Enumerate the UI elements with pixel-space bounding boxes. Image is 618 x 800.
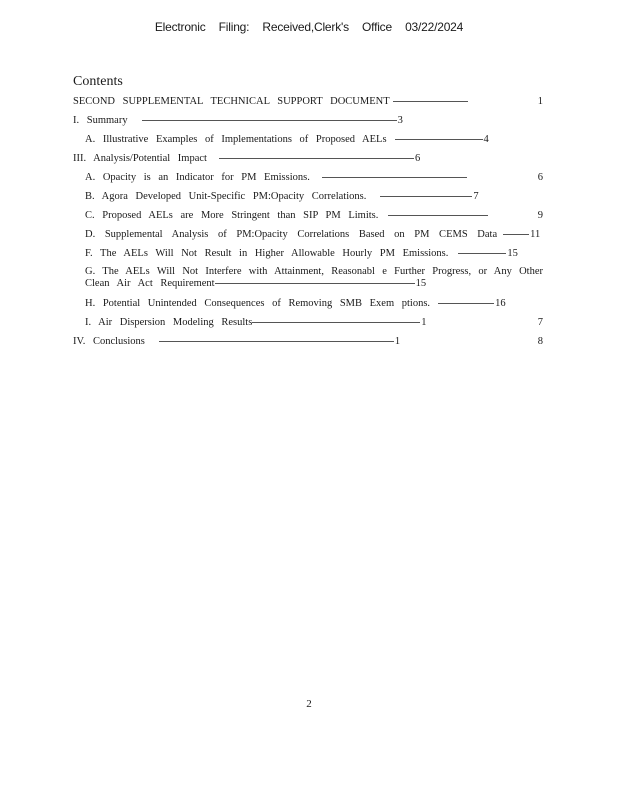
toc-entry-page: 11 [530, 229, 541, 240]
toc-leader [388, 215, 488, 216]
toc-entry-page: 7 [473, 191, 479, 202]
toc-entry-text: G. The AELs Will Not Interfere with Attainment, Reasonabl e Further Progress, or Any Other [85, 266, 543, 277]
toc-leader [395, 139, 483, 140]
toc-entry[interactable] [73, 168, 543, 187]
toc-entry[interactable] [73, 294, 543, 313]
table-of-contents [73, 74, 543, 351]
toc-entry-page: 15 [415, 278, 427, 289]
toc-entry-text: D. Supplemental Analysis of PM:Opacity Correlations Based on PM CEMS Data [85, 229, 498, 240]
toc-leader [215, 283, 415, 284]
toc-entry[interactable] [73, 130, 543, 149]
toc-entry-page: 1 [537, 96, 543, 107]
toc-entry[interactable] [73, 225, 543, 244]
toc-entry-text: I. Summary [73, 115, 128, 126]
toc-entry-page-extra: 8 [537, 336, 543, 347]
toc-leader [252, 322, 420, 323]
toc-entry-page: 16 [495, 298, 506, 309]
toc-leader [159, 341, 394, 342]
toc-entry[interactable] [73, 111, 543, 130]
toc-entry-page: 9 [537, 210, 543, 221]
toc-leader [458, 253, 506, 254]
toc-entry[interactable] [73, 332, 543, 351]
page-number: 2 [306, 698, 312, 710]
toc-entry-page: 1 [394, 336, 401, 347]
toc-entry[interactable] [73, 149, 543, 168]
toc-leader [219, 158, 414, 159]
toc-leader [142, 120, 397, 121]
toc-leader [322, 177, 467, 178]
toc-entry-text: C. Proposed AELs are More Stringent than SIP PM Limits. [85, 210, 379, 221]
toc-entry-page: 15 [507, 248, 518, 259]
toc-entry-page: 4 [483, 134, 489, 145]
toc-entry-text: III. Analysis/Potential Impact [73, 153, 207, 164]
toc-entry-text: SECOND SUPPLEMENTAL TECHNICAL SUPPORT DOCUMENT [73, 96, 390, 107]
toc-leader [503, 234, 529, 235]
toc-entry[interactable] [73, 263, 543, 294]
toc-entry[interactable] [73, 187, 543, 206]
toc-entry[interactable] [73, 244, 543, 263]
toc-entry-text: IV. Conclusions [73, 336, 145, 347]
toc-title: Contents [73, 74, 123, 89]
toc-leader [380, 196, 472, 197]
toc-entry-text: H. Potential Unintended Consequences of Removing SMB Exem ptions. [85, 298, 431, 309]
toc-entry[interactable] [73, 206, 543, 225]
toc-entry-page: 6 [537, 172, 543, 183]
toc-entry[interactable] [73, 92, 543, 111]
toc-entry-text: B. Agora Developed Unit-Specific PM:Opacity Correlations. [85, 191, 367, 202]
toc-entry-page: 3 [397, 115, 403, 126]
toc-leader [438, 303, 494, 304]
toc-entry-page: 6 [414, 153, 421, 164]
toc-entry-page: 1 [421, 317, 427, 328]
toc-entry[interactable] [73, 313, 543, 332]
toc-leader [393, 101, 468, 102]
toc-entry-text-continued: Clean Air Act Requirement [85, 278, 215, 289]
electronic-filing-stamp: Electronic Filing: Received,Clerk's Office 03/22/2024 [154, 20, 464, 34]
toc-entry-text: I. Air Dispersion Modeling Results [85, 317, 253, 328]
toc-entry-page-extra: 7 [537, 317, 543, 328]
toc-entry-text: A. Opacity is an Indicator for PM Emissions. [85, 172, 310, 183]
toc-entry-text: F. The AELs Will Not Result in Higher Allowable Hourly PM Emissions. [85, 248, 449, 259]
toc-entry-text: A. Illustrative Examples of Implementations of Proposed AELs [85, 134, 387, 145]
